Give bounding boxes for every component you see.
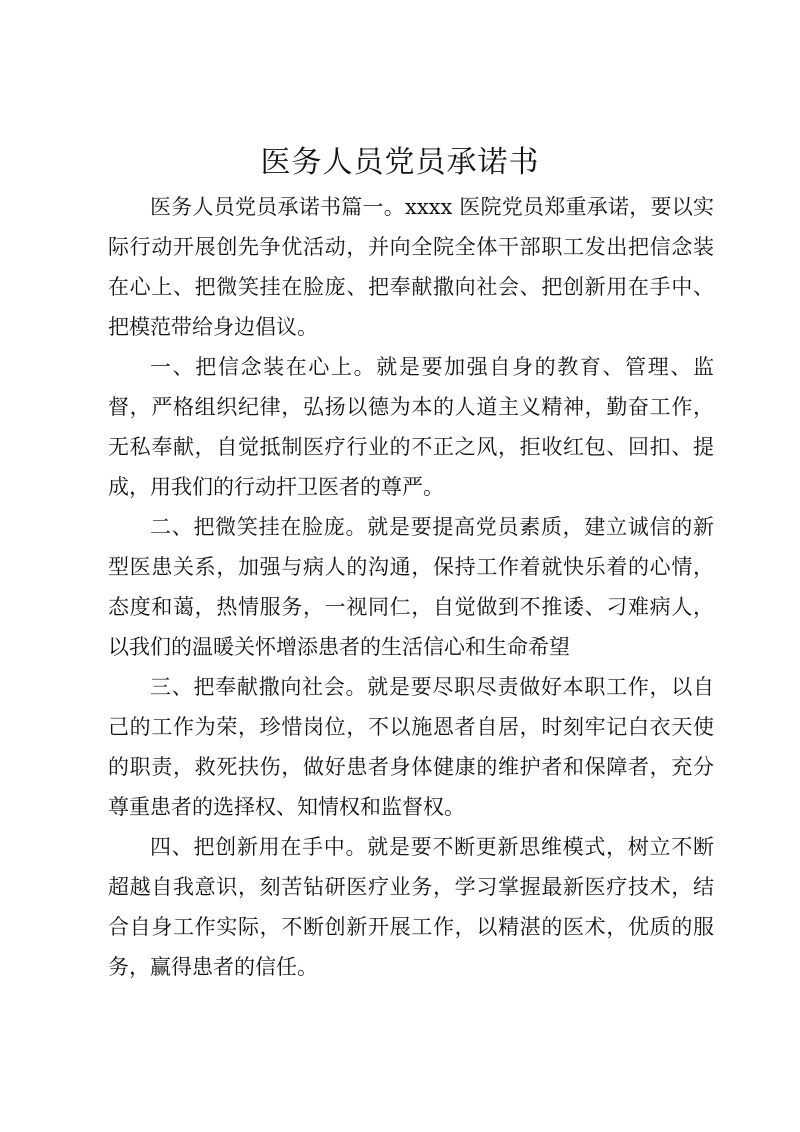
document-body [108,187,714,987]
paragraph-three: 三、把奉献撒向社会。就是要尽职尽责做好本职工作，以自己的工作为荣，珍惜岗位，不以施恩者自居，时刻牢记白衣天使的职责，救死扶伤，做好患者身体健康的维护者和保障者，充分尊重患者的选择权、知情权和监督权。 [108,675,714,819]
paragraph-one: 一、把信念装在心上。就是要加强自身的教育、管理、监督，严格组织纪律，弘扬以德为本的人道主义精神，勤奋工作，无私奉献，自觉抵制医疗行业的不正之风，拒收红包、回扣、提成，用我们的行动扞卫医者的尊严。 [108,355,714,499]
document-title: 医务人员党员承诺书 [260,145,540,180]
paragraph-intro: 医务人员党员承诺书篇一。xxxx 医院党员郑重承诺，要以实际行动开展创先争优活动，并向全院全体干部职工发出把信念装在心上、把微笑挂在脸庞、把奉献撒向社会、把创新用在手中、把模范带给身边倡议。 [108,195,714,339]
paragraph-two: 二、把微笑挂在脸庞。就是要提高党员素质，建立诚信的新型医患关系，加强与病人的沟通，保持工作着就快乐着的心情，态度和蔼，热情服务，一视同仁，自觉做到不推诿、刁难病人，以我们的温暖关怀增添患者的生活信心和生命希望 [108,515,714,659]
paragraph-four: 四、把创新用在手中。就是要不断更新思维模式，树立不断超越自我意识，刻苦钻研医疗业务，学习掌握最新医疗技术，结合自身工作实际，不断创新开展工作，以精湛的医术，优质的服务，赢得患者的信任。 [108,835,714,979]
